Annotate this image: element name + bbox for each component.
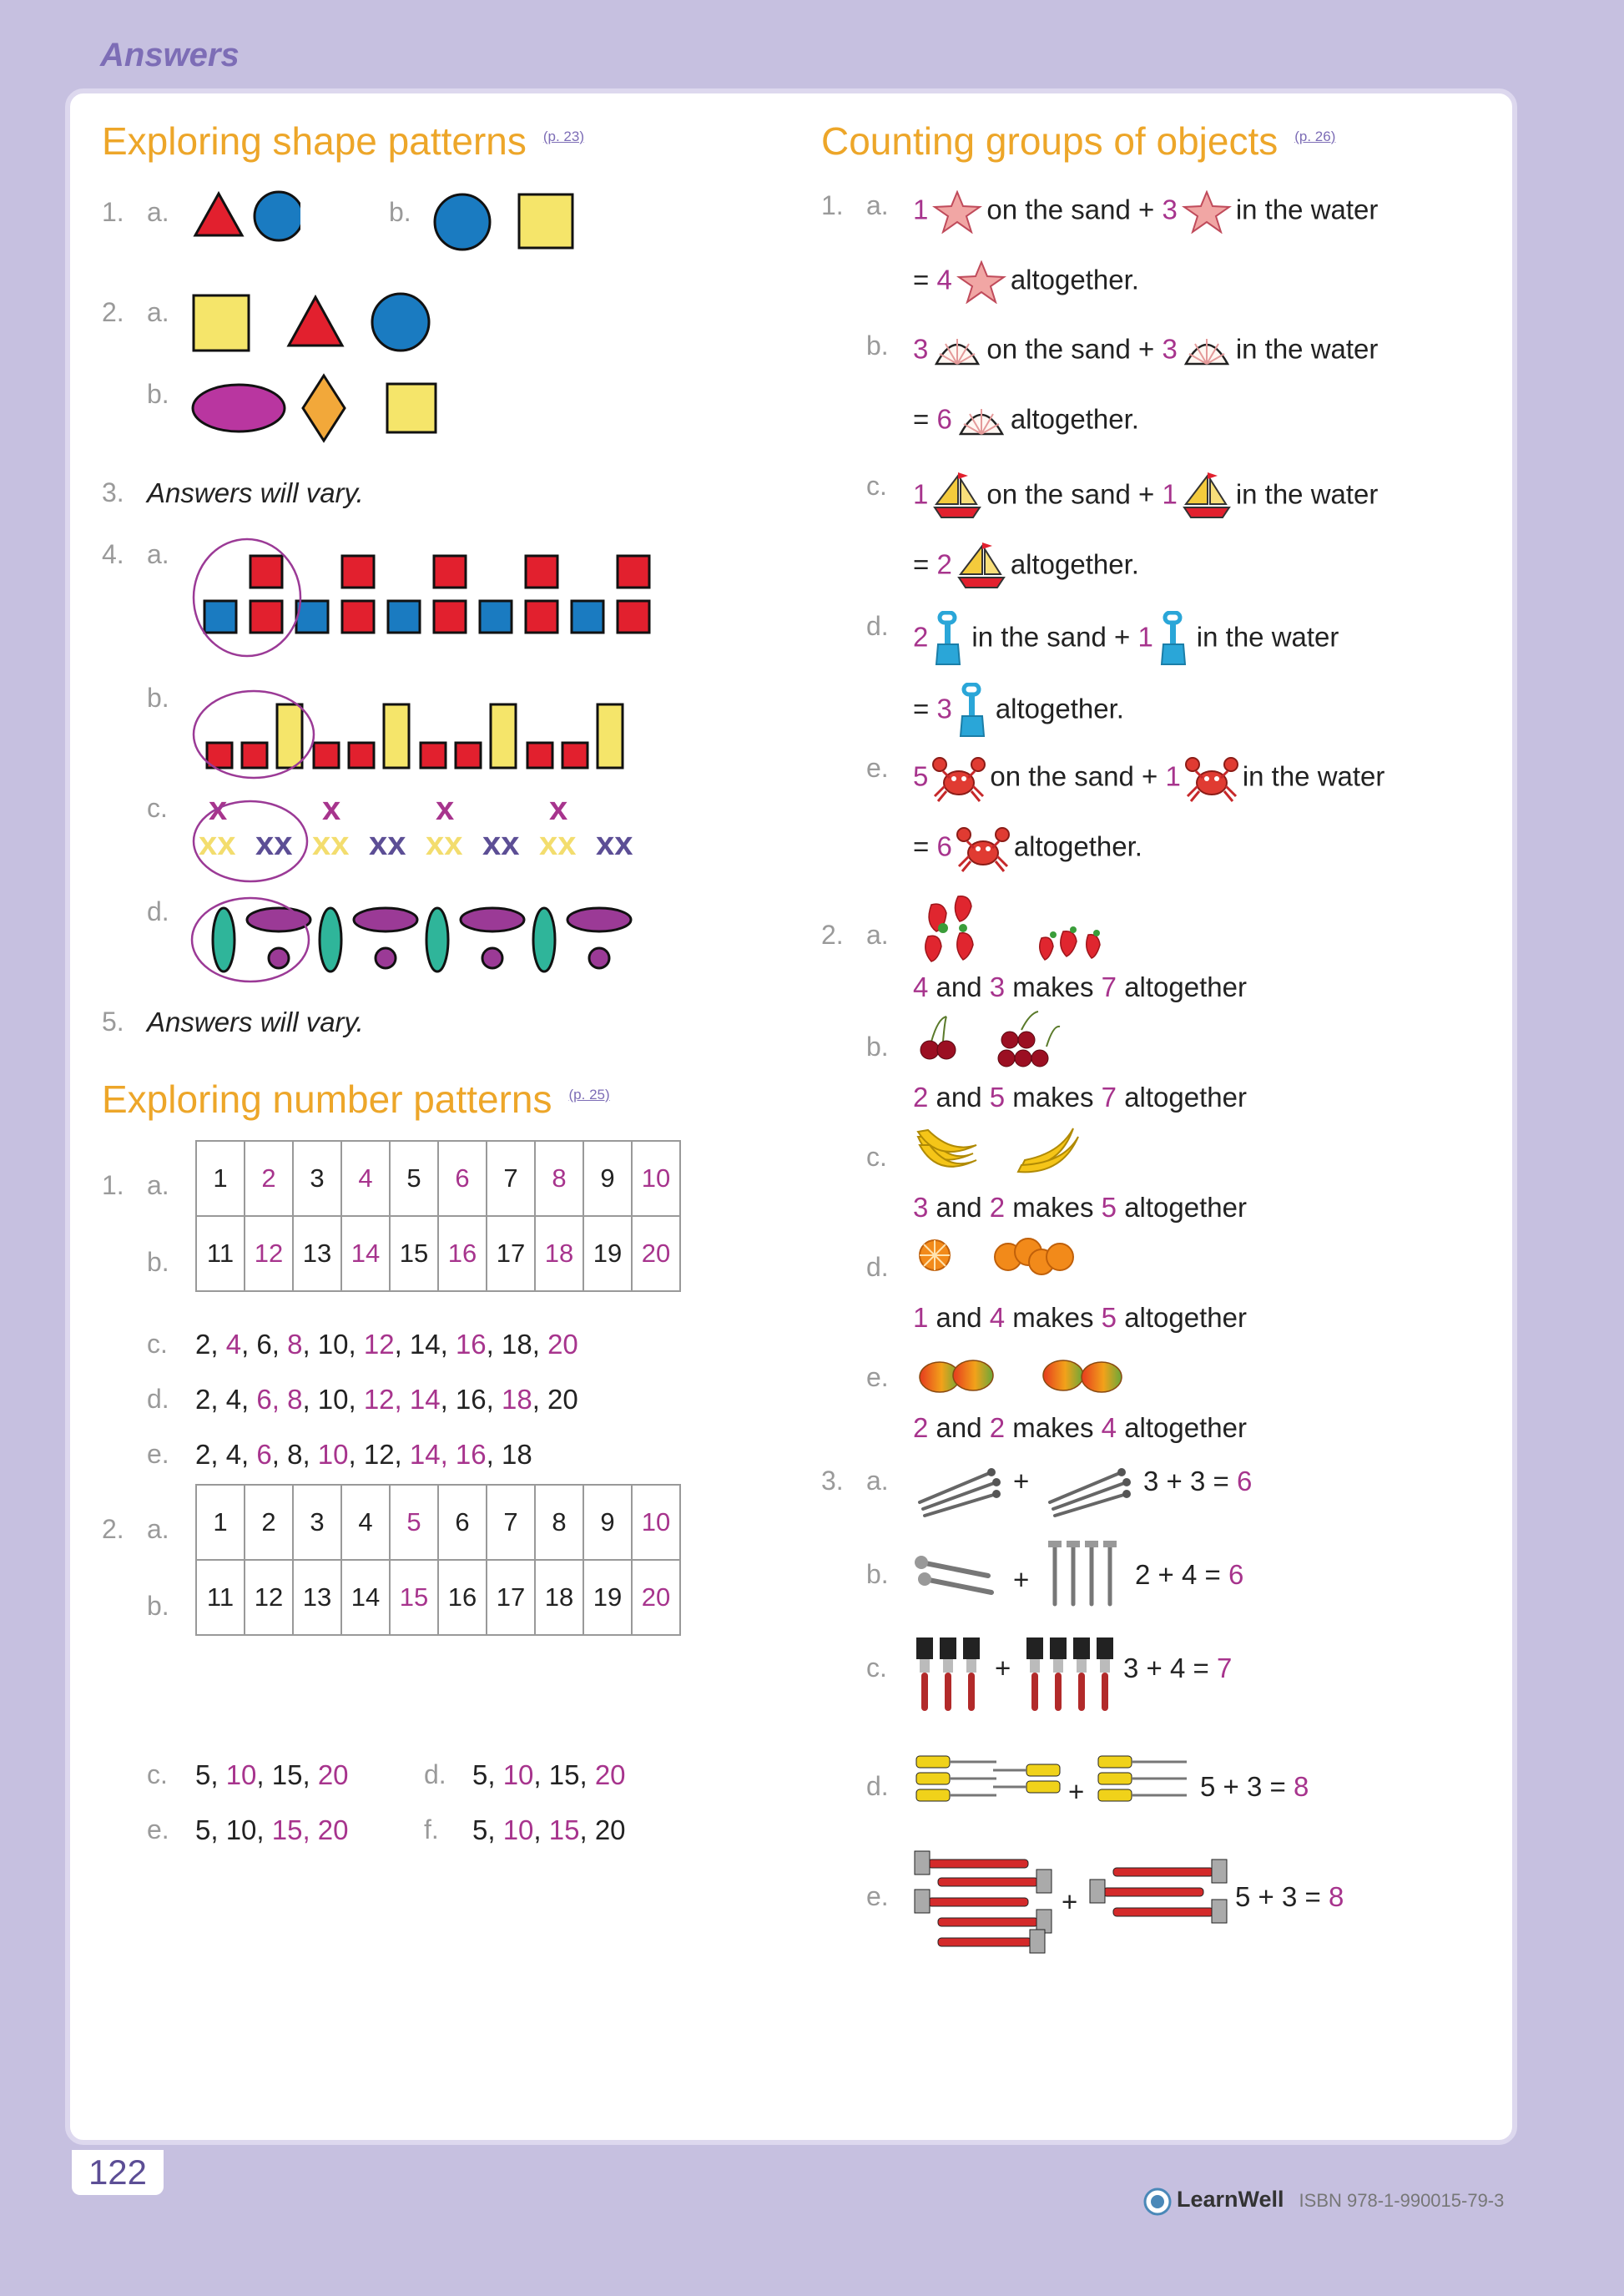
footer [1143, 2187, 1504, 2216]
chart-cell: 19 [583, 1560, 632, 1635]
chart-cell: 3 [293, 1485, 341, 1560]
chart-cell-highlight: 20 [632, 1216, 680, 1291]
plus-sign: + [1013, 1466, 1030, 1496]
x-mark: x [549, 790, 568, 827]
q2e-sentence: 2 and 2 makes 4 altogether [913, 1412, 1247, 1443]
x-mark: x [322, 790, 341, 827]
oranges-icon [913, 1232, 1113, 1282]
q4b-bar-pattern [190, 671, 691, 780]
hammers-icon [913, 1846, 1055, 1955]
bananas-icon [913, 1120, 1113, 1183]
shell-icon [931, 331, 983, 372]
chart-row-b [196, 1560, 680, 1635]
xx-mark: xx [426, 825, 463, 862]
strawberries-icon [913, 891, 1147, 971]
part-letter: e. [866, 753, 889, 783]
part-letter: b. [147, 683, 169, 713]
part-letter: e. [147, 1439, 169, 1469]
q4a-square-pattern [190, 529, 691, 663]
q1d-line1: 2 in the sand + 1 in the water [913, 611, 1339, 668]
part-letter: d. [866, 1252, 889, 1282]
screwdrivers-icon [1095, 1751, 1195, 1809]
part-letter: a. [147, 197, 169, 227]
plus-sign: + [1062, 1886, 1078, 1917]
part-letter: d. [147, 896, 169, 926]
q1e-line1: 5 on the sand + 1 in the water [913, 753, 1384, 805]
part-letter: e. [866, 1362, 889, 1392]
q3-answer: Answers will vary. [147, 477, 364, 508]
chart-cell-highlight: 16 [438, 1216, 487, 1291]
q3a-equation: 3 + 3 = 6 [1143, 1466, 1253, 1496]
question-number: 4. [102, 539, 124, 569]
q3e-equation: 5 + 3 = 8 [1235, 1881, 1344, 1912]
part-letter: a. [147, 1170, 169, 1200]
chart-cell: 17 [487, 1560, 535, 1635]
learnwell-logo-icon [1143, 2188, 1172, 2216]
plus-sign: + [1013, 1564, 1030, 1595]
chart-cell: 15 [390, 1216, 438, 1291]
q3c-equation: 3 + 4 = 7 [1123, 1653, 1233, 1683]
spade-icon [1157, 611, 1193, 668]
x-row-top [209, 790, 567, 827]
part-letter: a. [147, 297, 169, 327]
part-letter: a. [866, 1466, 889, 1496]
chart-cell: 2 [245, 1485, 293, 1560]
mangoes-icon [913, 1350, 1147, 1400]
chart-cell: 6 [438, 1485, 487, 1560]
page-ref-link[interactable]: (p. 25) [568, 1086, 610, 1103]
question-number: 2. [102, 297, 124, 327]
chart-row-b [196, 1216, 680, 1291]
q1e-line2: = 6 altogether. [913, 823, 1142, 875]
chart-cell: 18 [535, 1560, 583, 1635]
screws-icon [913, 1546, 1005, 1604]
question-number: 5. [102, 1007, 124, 1037]
question-number: 1. [102, 1170, 124, 1200]
part-letter: c. [866, 471, 887, 501]
x-mark: x [209, 790, 228, 827]
q1c-line2: = 2 altogether. [913, 541, 1139, 593]
shape-patterns-heading: Exploring shape patterns $^{(p. 23)}$ [102, 119, 585, 163]
chart-cell-highlight: 18 [535, 1216, 583, 1291]
q1b-shape-pattern [431, 187, 581, 254]
part-letter: c. [866, 1142, 887, 1172]
crab-icon [1184, 753, 1239, 805]
question-number: 3. [102, 477, 124, 507]
chart-cell: 19 [583, 1216, 632, 1291]
hammers-icon [1088, 1854, 1230, 1930]
part-letter: f. [424, 1814, 439, 1844]
chart-cell: 7 [487, 1485, 535, 1560]
part-letter: c. [147, 1759, 168, 1789]
q2c-sequence: 5, 10, 15, 20 [195, 1759, 349, 1790]
question-number: 1. [102, 197, 124, 227]
starfish-icon [956, 260, 1007, 304]
q1d-sequence: 2, 4, 6, 8, 10, 12, 14, 16, 18, 20 [195, 1384, 578, 1415]
part-letter: e. [147, 1814, 169, 1844]
q1b-line1: 3 on the sand + 3 in the water [913, 331, 1378, 372]
nails-icon [1043, 1452, 1135, 1519]
q2c-sentence: 3 and 2 makes 5 altogether [913, 1192, 1247, 1223]
part-letter: b. [866, 1559, 889, 1589]
chart-cell: 4 [341, 1485, 390, 1560]
xx-mark: xx [539, 825, 577, 862]
part-letter: a. [866, 920, 889, 950]
part-letter: b. [147, 379, 169, 409]
q2e-sequence: 5, 10, 15, 20 [195, 1814, 349, 1845]
plus-sign: + [1068, 1776, 1085, 1807]
q3d-equation: 5 + 3 = 8 [1200, 1771, 1309, 1802]
cherries-icon [913, 1010, 1113, 1077]
chart-cell: 1 [196, 1485, 245, 1560]
brand-name: LearnWell [1177, 2187, 1284, 2212]
q5-answer: Answers will vary. [147, 1007, 364, 1037]
page-number: 122 [72, 2150, 164, 2195]
question-number: 2. [821, 920, 844, 950]
q2a-sentence: 4 and 3 makes 7 altogether [913, 971, 1247, 1002]
plus-sign: + [995, 1653, 1011, 1683]
chart-cell: 17 [487, 1216, 535, 1291]
chart-cell-highlight: 8 [535, 1141, 583, 1216]
chart-cell-highlight: 6 [438, 1141, 487, 1216]
part-letter: b. [866, 331, 889, 361]
chart-cell-highlight: 2 [245, 1141, 293, 1216]
question-number: 1. [821, 190, 844, 220]
chart-cell: 1 [196, 1141, 245, 1216]
q4d-oval-pattern [190, 891, 708, 992]
section-label: Answers [100, 37, 240, 73]
part-letter: a. [866, 190, 889, 220]
part-letter: d. [424, 1759, 446, 1789]
q2f-sequence: 5, 10, 15, 20 [472, 1814, 626, 1845]
nails-icon [913, 1452, 1005, 1519]
part-letter: c. [147, 793, 168, 823]
chart-cell-highlight: 4 [341, 1141, 390, 1216]
isbn-text: ISBN 978-1-990015-79-3 [1299, 2190, 1505, 2211]
q1e-sequence: 2, 4, 6, 8, 10, 12, 14, 16, 18 [195, 1439, 532, 1470]
starfish-icon [1181, 190, 1233, 234]
chart-cell: 11 [196, 1560, 245, 1635]
part-letter: d. [147, 1384, 169, 1414]
starfish-icon [931, 190, 983, 234]
screwdrivers-icon [913, 1751, 1063, 1809]
chart-row-a [196, 1485, 680, 1560]
hundred-chart-q2 [195, 1484, 681, 1636]
chart-cell-highlight: 10 [632, 1141, 680, 1216]
chart-cell-highlight: 10 [632, 1485, 680, 1560]
counting-heading: Counting groups of objects $^{(p. 26)}$ [821, 119, 1336, 163]
number-patterns-heading: Exploring number patterns $^{(p. 25)}$ [102, 1077, 610, 1121]
part-letter: b. [147, 1247, 169, 1277]
xx-mark: xx [312, 825, 350, 862]
xx-mark: xx [255, 825, 293, 862]
screws-icon [1043, 1537, 1127, 1612]
sailboat-icon [956, 541, 1007, 593]
shell-icon [956, 401, 1007, 442]
part-letter: b. [147, 1591, 169, 1621]
chart-cell: 13 [293, 1216, 341, 1291]
paintbrushes-icon [913, 1634, 988, 1718]
x-mark: x [436, 790, 455, 827]
part-letter: b. [389, 197, 411, 227]
hundred-chart-q1 [195, 1140, 681, 1292]
page-ref-link[interactable]: (p. 26) [1294, 128, 1336, 144]
q1a-shape-pattern [192, 187, 300, 245]
q1a-line1: 1 on the sand + 3 in the water [913, 190, 1378, 234]
chart-cell: 5 [390, 1141, 438, 1216]
chart-row-a [196, 1141, 680, 1216]
chart-cell: 13 [293, 1560, 341, 1635]
q2d-sentence: 1 and 4 makes 5 altogether [913, 1302, 1247, 1333]
spade-icon [931, 611, 968, 668]
part-letter: b. [866, 1032, 889, 1062]
part-letter: c. [147, 1329, 168, 1359]
q3b-equation: 2 + 4 = 6 [1135, 1559, 1244, 1590]
q4c-x-pattern [190, 785, 691, 885]
crab-icon [931, 753, 986, 805]
part-letter: d. [866, 611, 889, 641]
answer-card [65, 88, 1517, 2145]
sailboat-icon [1181, 471, 1233, 522]
q1b-line2: = 6 altogether. [913, 401, 1139, 442]
chart-cell: 9 [583, 1485, 632, 1560]
xx-mark: xx [482, 825, 520, 862]
x-row-bottom [199, 825, 633, 862]
chart-cell: 14 [341, 1560, 390, 1635]
part-letter: a. [147, 1514, 169, 1544]
chart-cell-highlight: 5 [390, 1485, 438, 1560]
chart-cell-highlight: 15 [390, 1560, 438, 1635]
part-letter: a. [147, 539, 169, 569]
part-letter: e. [866, 1881, 889, 1911]
q1c-line1: 1 on the sand + 1 in the water [913, 471, 1378, 522]
xx-mark: xx [369, 825, 406, 862]
xx-mark: xx [596, 825, 633, 862]
chart-cell-highlight: 12 [245, 1216, 293, 1291]
xx-mark: xx [199, 825, 236, 862]
part-letter: d. [866, 1771, 889, 1801]
q2b-sentence: 2 and 5 makes 7 altogether [913, 1082, 1247, 1113]
chart-cell: 8 [535, 1485, 583, 1560]
crab-icon [956, 823, 1011, 875]
chart-cell: 11 [196, 1216, 245, 1291]
chart-cell: 12 [245, 1560, 293, 1635]
q1d-line2: = 3 altogether. [913, 683, 1124, 739]
q2d-sequence: 5, 10, 15, 20 [472, 1759, 626, 1790]
chart-cell: 9 [583, 1141, 632, 1216]
spade-icon [956, 683, 992, 739]
page-ref-link[interactable]: (p. 23) [542, 128, 585, 144]
chart-cell: 16 [438, 1560, 487, 1635]
paintbrushes-icon [1023, 1634, 1123, 1718]
part-letter: c. [866, 1653, 887, 1683]
question-number: 2. [102, 1514, 124, 1544]
sailboat-icon [931, 471, 983, 522]
chart-cell-highlight: 20 [632, 1560, 680, 1635]
chart-cell-highlight: 14 [341, 1216, 390, 1291]
question-number: 3. [821, 1466, 844, 1496]
chart-cell: 3 [293, 1141, 341, 1216]
shell-icon [1181, 331, 1233, 372]
q2a-shape-pattern [190, 290, 441, 357]
q1a-line2: = 4 altogether. [913, 260, 1139, 304]
q2b-shape-pattern [190, 371, 457, 446]
q1c-sequence: 2, 4, 6, 8, 10, 12, 14, 16, 18, 20 [195, 1329, 578, 1360]
chart-cell: 7 [487, 1141, 535, 1216]
